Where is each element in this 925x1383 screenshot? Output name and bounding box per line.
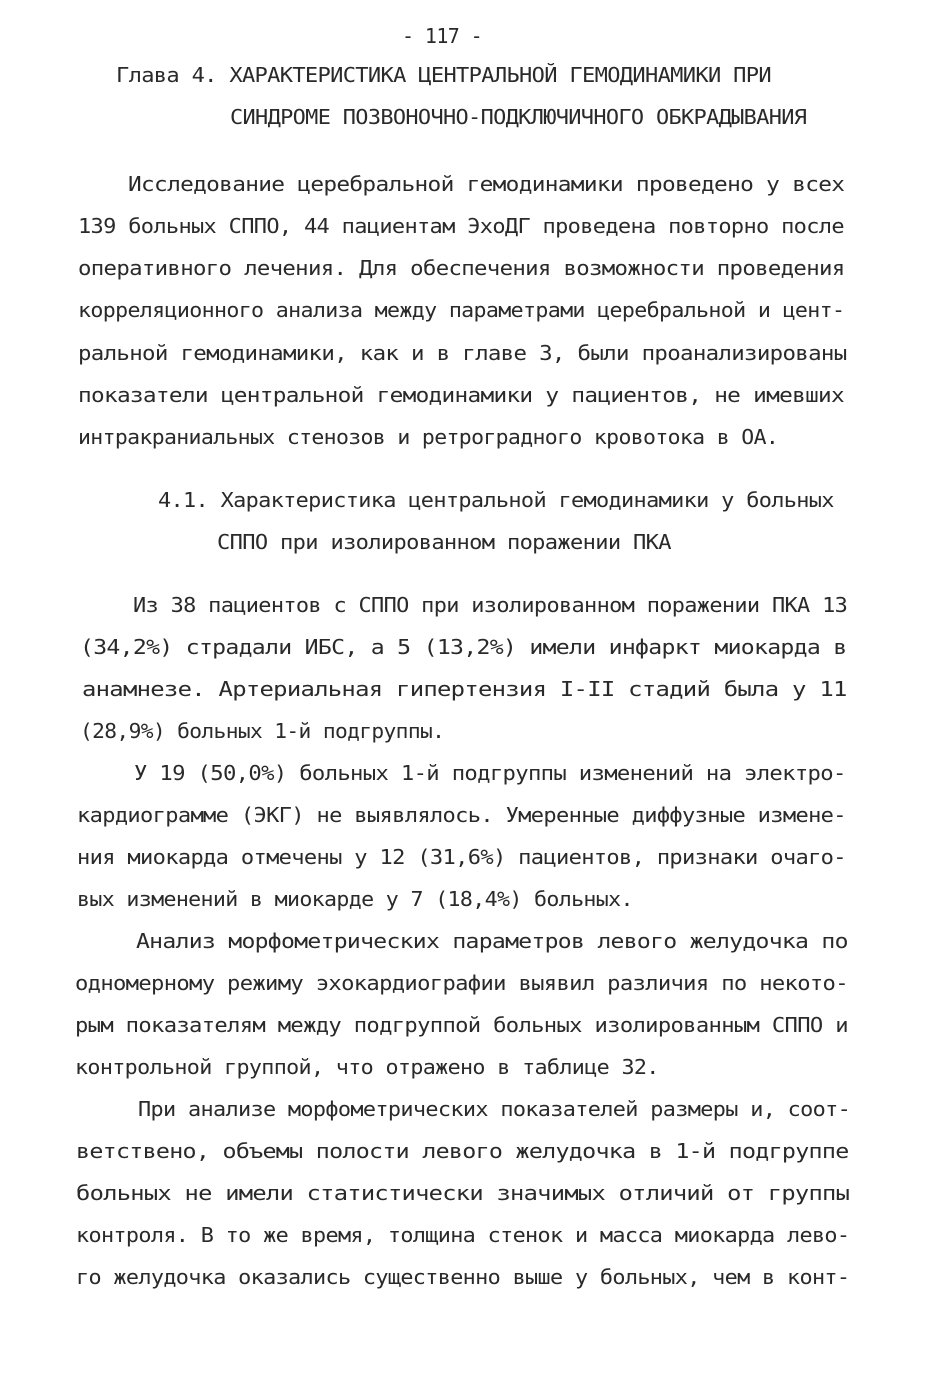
paragraph-1-line-6: показатели центральной гемодинамики у пациентов, не имевших (78, 383, 845, 407)
paragraph-1-line-4: корреляционного анализа между параметрами церебральной и цент- (78, 298, 845, 322)
paragraph-1-line-5: ральной гемодинамики, как и в главе 3, были проанализированы (78, 341, 847, 365)
paragraph-5-line-1: При анализе морфометрических показателей размеры и, соот- (138, 1097, 851, 1121)
chapter-title-line-2: СИНДРОМЕ ПОЗВОНОЧНО-ПОДКЛЮЧИЧНОГО ОБКРАДЫВАНИЯ (230, 105, 807, 129)
paragraph-1-line-2: 139 больных СППО, 44 пациентам ЭхоДГ проведена повторно после (78, 214, 844, 238)
paragraph-1-line-7: интракраниальных стенозов и ретроградного кровотока в ОА. (78, 425, 779, 449)
paragraph-4-line-3: рым показателям между подгруппой больных изолированным СППО и (75, 1013, 848, 1037)
paragraph-2-line-2: (34,2%) страдали ИБС, а 5 (13,2%) имели инфаркт миокарда в (80, 635, 847, 659)
paragraph-1-line-3: оперативного лечения. Для обеспечения возможности проведения (78, 256, 845, 280)
paragraph-4-line-1: Анализ морфометрических параметров левого желудочка по (136, 929, 848, 953)
paragraph-5-line-3: больных не имели статистически значимых отличий от группы (76, 1181, 850, 1205)
paragraph-5-line-5: го желудочка оказались существенно выше у больных, чем в конт- (76, 1265, 850, 1289)
section-title-line-2: СППО при изолированном поражении ПКА (217, 530, 671, 554)
paragraph-5-line-4: контроля. В то же время, толщина стенок и масса миокарда лево- (76, 1223, 850, 1247)
paragraph-2-line-4: (28,9%) больных 1-й подгруппы. (80, 719, 445, 743)
chapter-title-line-1: Глава 4. ХАРАКТЕРИСТИКА ЦЕНТРАЛЬНОЙ ГЕМОДИНАМИКИ ПРИ (116, 63, 771, 87)
paragraph-4-line-4: контрольной группой, что отражено в таблице 32. (75, 1055, 659, 1079)
section-title-line-1: 4.1. Характеристика центральной гемодинамики у больных (158, 488, 834, 512)
paragraph-2-line-3: анамнезе. Артериальная гипертензия I-II стадий была у 11 (82, 677, 847, 701)
paragraph-5-line-2: ветствено, объемы полости левого желудочка в 1-й подгруппе (76, 1139, 849, 1163)
paragraph-3-line-1: У 19 (50,0%) больных 1-й подгруппы изменений на электро- (134, 761, 846, 785)
paragraph-3-line-4: вых изменений в миокарде у 7 (18,4%) больных. (77, 887, 633, 911)
paragraph-3-line-3: ния миокарда отмечены у 12 (31,6%) пациентов, признаки очаго- (77, 845, 846, 869)
paragraph-2-line-1: Из 38 пациентов с СППО при изолированном поражении ПКА 13 (133, 593, 848, 617)
paragraph-4-line-2: одномерному режиму эхокардиографии выявил различия по некото- (75, 971, 848, 995)
page-number: - 117 - (402, 24, 483, 48)
paragraph-3-line-2: кардиограмме (ЭКГ) не выявлялось. Умеренные диффузные измене- (77, 803, 846, 827)
paragraph-1-line-1: Исследование церебральной гемодинамики проведено у всех (128, 172, 845, 196)
